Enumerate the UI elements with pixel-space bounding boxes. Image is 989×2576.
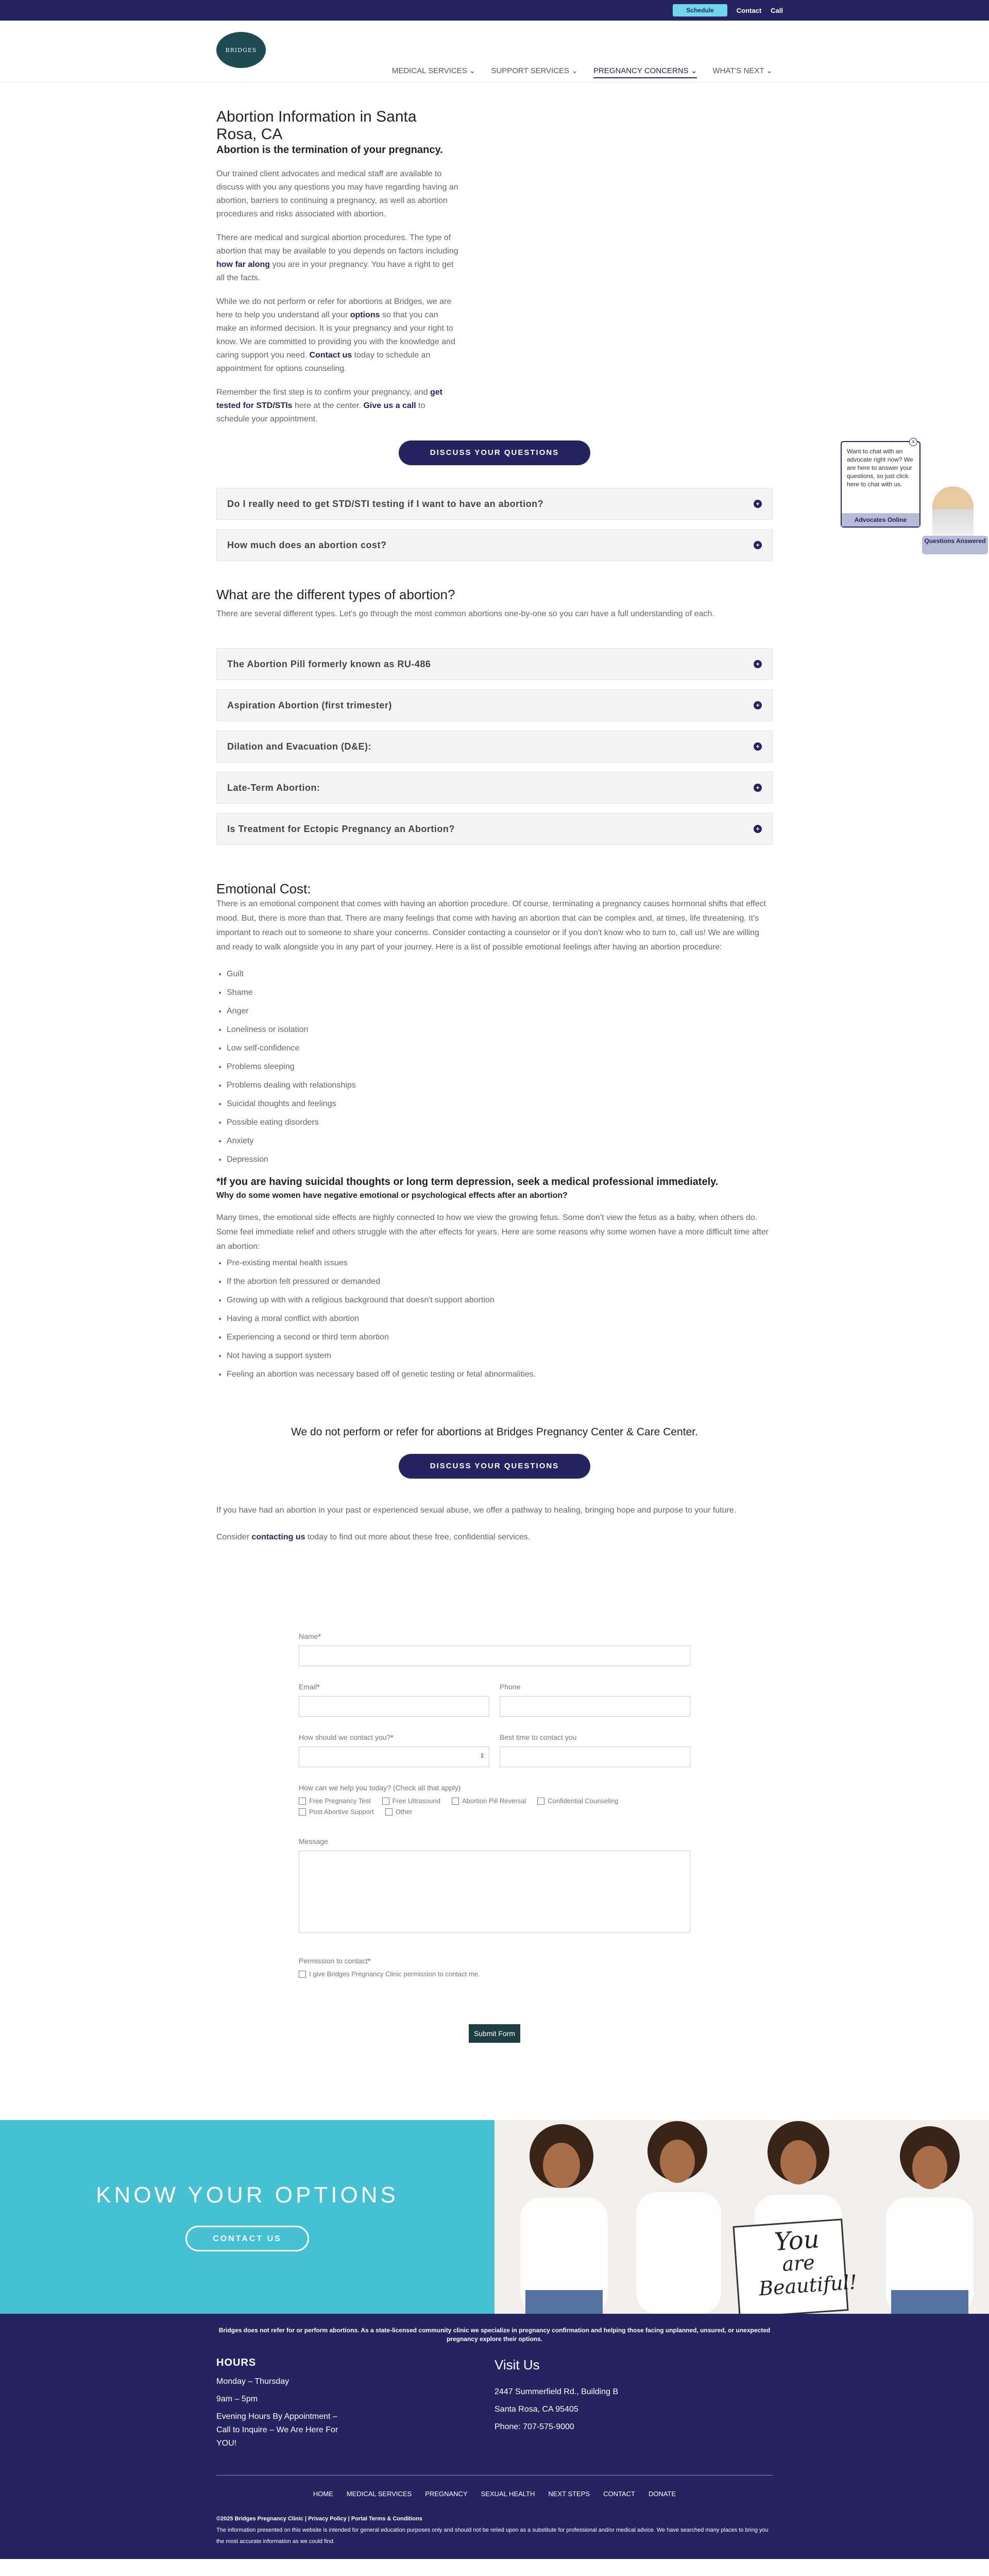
copyright: ©2025 Bridges Pregnancy Clinic | Privacy Policy | Portal Terms & Conditions [216,2516,422,2522]
bridges-logo[interactable] [216,32,266,68]
site-footer [0,2314,989,2559]
hours-time: 9am – 5pm [216,2395,258,2403]
intro-paragraph-1: Our trained client advocates and medical staff are available to discuss with you any questions you may have regarding having an abortion, barriers to continuing a pregnancy, as well as abortion procedures and risks associated with abortion. [216,170,458,218]
accordion-abortion-pill[interactable] [216,648,773,680]
footer-nav-donate[interactable]: DONATE [648,2490,676,2498]
accordion-dilation-evacuation[interactable] [216,731,773,762]
why-description: Many times, the emotional side effects are highly connected to how we view the growing fetus. Some don't view the fetus as a baby, when others do. Some feel immediate relief and others struggle with the after effects for years. Here are some reasons why some women have a more difficult time after an abortion: [216,1213,769,1251]
accordion-title: The Abortion Pill formerly known as RU-486 [227,658,431,669]
list-item: • Feeling an abortion was necessary based off of genetic testing or fetal abnormalities. [227,1365,773,1384]
chat-avatar-launcher[interactable] [922,486,988,554]
contact-link[interactable]: Contact [736,6,762,14]
main-nav [392,66,773,78]
list-item: • If the abortion felt pressured or demanded [227,1273,773,1291]
address-line-1: 2447 Summerfield Rd., Building B [494,2387,619,2396]
emotional-description: There is an emotional component that comes with having an abortion procedure. Of course, terminating a pregnancy causes hormonal shifts that effect mood. But, there is more than that. There are many feelings that come with having an abortion that can be complex and, at times, life threatening. It's important to reach out to someone to share your concerns. Consider contacting a counselor or if you don't know who to turn to, call us! We are willing and ready to walk alongside you in any part of your journey. Here is a list of possible emotional feelings after having an abortion procedure: [216,900,766,952]
message-label: Message [299,1837,328,1845]
banner-title: KNOW YOUR OPTIONS [96,2182,399,2208]
chat-close-icon[interactable]: x [909,438,917,446]
accordion-title: Aspiration Abortion (first trimester) [227,700,392,710]
banner-photo [494,2120,989,2314]
healing-contact-paragraph: Consider contacting us today to find out more about these free, confidential services. [216,1533,531,1541]
how-far-along-link[interactable]: how far along [216,260,270,269]
list-item: • Loneliness or isolation [227,1021,773,1039]
list-item: • Guilt [227,965,773,984]
discuss-questions-button-2[interactable]: DISCUSS YOUR QUESTIONS [399,1454,590,1479]
accordion-title: Do I really need to get STD/STI testing if I want to have an abortion? [227,498,544,509]
suicide-warning: *If you are having suicidal thoughts or long term depression, seek a medical professional immediately. [216,1176,719,1188]
accordion-title: How much does an abortion cost? [227,539,387,550]
options-link[interactable]: options [350,311,380,319]
list-item: • Depression [227,1150,773,1169]
expand-icon: + [754,500,762,508]
permission-checkbox[interactable]: I give Bridges Pregnancy Clinic permission to contact me. [299,1970,690,1978]
nav-support-services[interactable]: SUPPORT SERVICES ⌄ [491,66,578,75]
help-checkboxes [299,1797,649,1816]
email-input[interactable] [299,1696,489,1717]
hours-days: Monday – Thursday [216,2377,289,2386]
healing-paragraph: If you have had an abortion in your past or experienced sexual abuse, we offer a pathway to healing, bringing hope and purpose to your future. [216,1506,737,1515]
faq-std-testing[interactable] [216,488,773,520]
footer-nav-pregnancy[interactable]: PREGNANCY [425,2490,468,2498]
list-item: • Suicidal thoughts and feelings [227,1095,773,1113]
page-title: Abortion Information in Santa Rosa, CA [216,108,417,143]
footer-nav-home[interactable]: HOME [313,2490,333,2498]
checkbox-pill-reversal[interactable]: Abortion Pill Reversal [452,1797,526,1805]
list-item: • Growing up with with a religious background that doesn't support abortion [227,1291,773,1310]
contact-method-select[interactable] [299,1747,489,1767]
logo-text: BRIDGES [225,46,257,54]
nav-medical-services[interactable]: MEDICAL SERVICES ⌄ [391,66,476,75]
faq-abortion-cost[interactable] [216,529,773,561]
accordion-late-term[interactable] [216,772,773,804]
contact-form [299,1632,690,2043]
intro-paragraph-2: There are medical and surgical abortion procedures. The type of abortion that may be available to you depends on factors including how far along you are in your pregnancy. You have a right to get all the facts. [216,233,458,282]
expand-icon: + [754,825,762,833]
visit-title: Visit Us [494,2357,540,2372]
accordion-title: Dilation and Evacuation (D&E): [227,741,372,752]
questions-answered-badge: Questions Answered [922,536,988,554]
women-photo-illustration [494,2120,989,2314]
phone-label: Phone [500,1683,521,1691]
checkbox-pregnancy-test[interactable]: Free Pregnancy Test [299,1797,371,1805]
list-item: • Pre-existing mental health issues [227,1254,773,1273]
visit-column [494,2357,773,2454]
checkbox-other[interactable]: Other [385,1808,413,1816]
reasons-list [216,1254,773,1384]
nav-whats-next[interactable]: WHAT'S NEXT ⌄ [712,66,773,75]
footer-phone[interactable]: Phone: 707-575-9000 [494,2422,574,2431]
hours-evening: Evening Hours By Appointment – Call to Inquire – We Are Here For YOU! [216,2412,338,2448]
list-item: • Low self-confidence [227,1039,773,1058]
expand-icon: + [754,541,762,549]
checkbox-icon [299,1798,306,1805]
list-item: • Possible eating disorders [227,1113,773,1132]
footer-disclaimer: Bridges does not refer for or perform abortions. As a state-licensed community clinic we specialize in pregnancy confirmation and helping those facing unplanned, unsured, or unexpected pregnancy explore their options. [218,2327,771,2343]
advocate-avatar [932,486,974,536]
list-item: • Experiencing a second or third term abortion [227,1328,773,1347]
list-item: • Anxiety [227,1132,773,1150]
chat-widget[interactable] [841,441,920,528]
name-input[interactable] [299,1646,690,1666]
legal-disclaimer: The information presented on this website is intended for general education purposes only and should not be relied upon as a substitute for professional and/or medical advice. We have searched many places to bring you the most accurate information as we could find. [216,2527,769,2545]
address-line-2: Santa Rosa, CA 95405 [494,2405,578,2414]
footer-nav-medical[interactable]: MEDICAL SERVICES [346,2490,412,2498]
know-options-banner [0,2120,989,2314]
types-description: There are several different types. Let's go through the most common abortions one-by-one so you can have a full understanding of each. [216,609,714,618]
expand-icon: + [754,701,762,709]
types-section [216,587,773,845]
no-abortion-notice: We do not perform or refer for abortions at Bridges Pregnancy Center & Care Center. [291,1426,698,1438]
emotional-title: Emotional Cost: [216,881,311,896]
footer-nav-sexual-health[interactable]: SEXUAL HEALTH [481,2490,535,2498]
list-item: • Anger [227,1002,773,1021]
best-time-input[interactable] [500,1747,690,1767]
expand-icon: + [754,742,762,751]
checkbox-ultrasound[interactable]: Free Ultrasound [382,1797,440,1805]
intro-section [216,82,458,426]
checkbox-icon [537,1798,544,1805]
give-us-a-call-link[interactable]: Give us a call [363,401,416,410]
contacting-us-link[interactable]: contacting us [251,1533,305,1541]
list-item: • Problems sleeping [227,1058,773,1076]
checkbox-post-abortive[interactable]: Post Abortive Support [299,1808,374,1816]
footer-nav-next-steps[interactable]: NEXT STEPS [548,2490,590,2498]
phone-input[interactable] [500,1696,690,1717]
accordion-title: Late-Term Abortion: [227,782,320,793]
help-label: How can we help you today? (Check all that apply) [299,1784,461,1792]
expand-icon: + [754,784,762,792]
intro-paragraph-4: Remember the first step is to confirm your pregnancy, and get tested for STD/STIs here at the center. Give us a call to schedule your appointment. [216,388,442,423]
submit-button[interactable]: Submit Form [469,2024,520,2043]
checkbox-counseling[interactable]: Confidential Counseling [537,1797,618,1805]
list-item: • Problems dealing with relationships [227,1076,773,1095]
nav-pregnancy-concerns[interactable]: PREGNANCY CONCERNS ⌄ [593,66,697,78]
schedule-button[interactable]: Schedule [673,4,727,16]
list-item: • Shame [227,984,773,1002]
footer-nav-contact[interactable]: CONTACT [603,2490,635,2498]
select-arrows-icon: ⇕ [479,1752,485,1759]
footer-divider [216,2475,773,2476]
banner-cta [0,2120,494,2314]
emotional-list [216,965,773,1169]
beautiful-sign: You are Beautiful! [758,2225,858,2300]
std-testing-link[interactable]: get tested for STD/STIs [216,388,442,410]
checkbox-icon [452,1798,459,1805]
best-time-label: Best time to contact you [500,1733,577,1741]
name-label: Name* [299,1632,321,1640]
hours-column [216,2357,494,2454]
accordion-title: Is Treatment for Ectopic Pregnancy an Abortion? [227,823,455,834]
expand-icon: + [754,660,762,668]
hours-title: HOURS [216,2357,257,2368]
contact-us-button[interactable]: CONTACT US [185,2226,309,2251]
checkbox-icon [299,1808,306,1816]
message-textarea[interactable] [299,1851,690,1933]
list-item: • Not having a support system [227,1347,773,1365]
checkbox-icon [385,1808,393,1816]
site-header [0,21,989,82]
accordion-aspiration[interactable] [216,689,773,721]
permission-label: Permission to contact* [299,1957,371,1965]
top-bar [0,0,989,21]
why-question: Why do some women have negative emotional or psychological effects after an abortion? [216,1191,568,1200]
emotional-section [216,881,773,1384]
chat-prompt: Want to chat with an advocate right now? We are here to answer your questions, so just click here to chat with us. [847,448,913,488]
email-label: Email* [299,1683,320,1691]
discuss-questions-button[interactable]: DISCUSS YOUR QUESTIONS [399,440,590,465]
contact-method-label: How should we contact you?* [299,1733,394,1741]
checkbox-icon [382,1798,389,1805]
types-title: What are the different types of abortion? [216,587,455,602]
accordion-ectopic[interactable] [216,813,773,845]
footer-nav [0,2490,989,2498]
call-link[interactable]: Call [771,6,783,14]
contact-us-link[interactable]: Contact us [309,351,352,360]
checkbox-icon [299,1971,306,1978]
chat-status: Advocates Online [842,513,919,527]
intro-paragraph-3: While we do not perform or refer for abortions at Bridges, we are here to help you understand all your options so that you can make an informed decision. It is your pregnancy and your right to know. We are committed to providing you with the knowledge and caring support you need. Contact us today to schedule an appointment for options counseling. [216,297,455,373]
page-subtitle: Abortion is the termination of your pregnancy. [216,144,443,156]
list-item: • Having a moral conflict with abortion [227,1310,773,1328]
